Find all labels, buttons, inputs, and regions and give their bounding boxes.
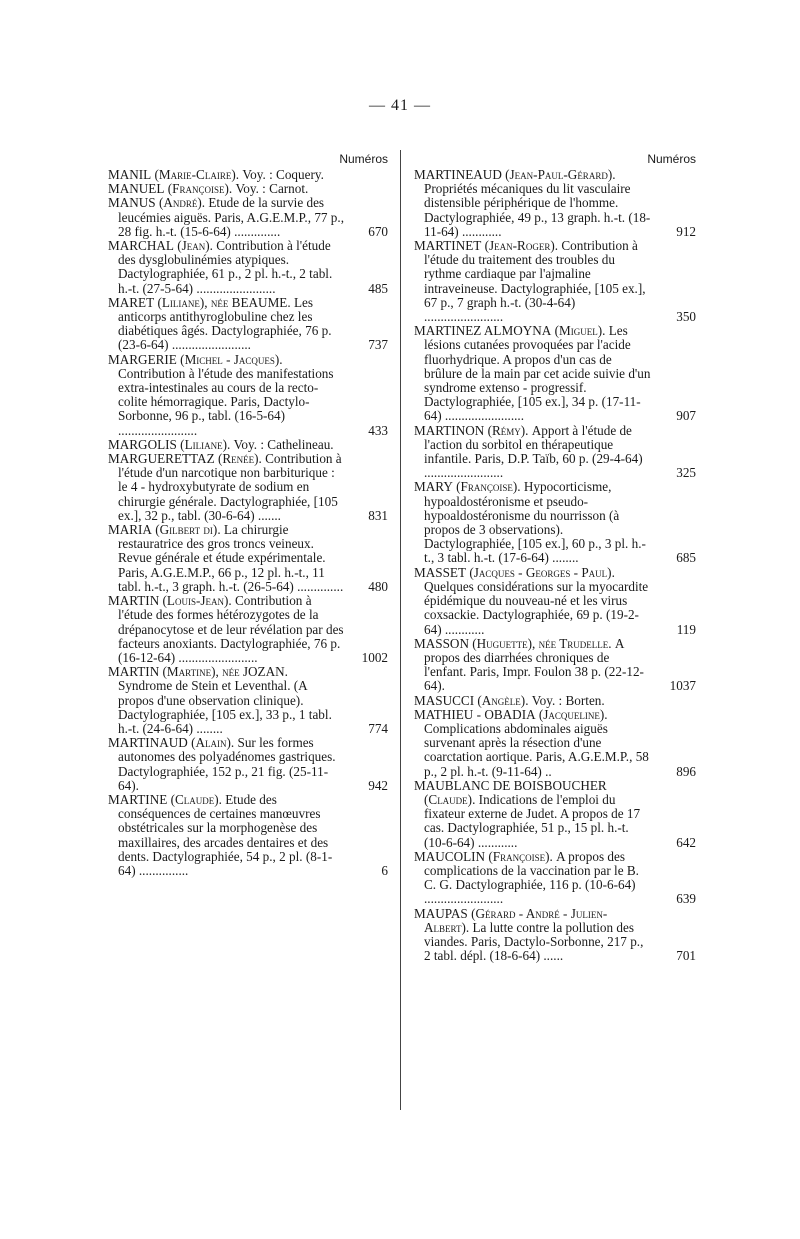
author-surname: MANIL [108,167,152,182]
entry-text: Voy. : Carnot. [235,181,309,197]
entry-text: Complications abdominales aiguës survenant après la résection d'une coarctation aortique. Paris, A.G.E.M.P., 58 p., 2 pl. h.-t. (9-11-64) .. [424,720,649,779]
bibliography-entry [108,452,388,523]
bibliography-entry [414,907,696,964]
bibliography-entry [108,239,388,296]
author-given-name: (Françoise). [164,181,236,197]
author-surname: MATHIEU - OBADIA [414,706,536,722]
author-surname: MARGERIE [108,351,177,367]
bibliography-entry [414,850,696,907]
author-surname: MANUS [108,195,156,211]
bibliography-entry [414,480,696,565]
author-surname: MASSET [414,564,467,580]
author-given-name: (Marie-Claire). [151,167,243,182]
author-surname: MARTINEZ ALMOYNA [414,323,552,339]
author-given-name: (Huguette), née Trudelle. [468,635,615,651]
entry-text: Apport à l'étude de l'action du sorbitol en thérapeutique infantile. Paris, D.P. Taïb, 60 p. (29-4-64) ........................ [424,422,643,481]
entry-number: 350 [676,309,696,325]
entry-text: Indications de l'emploi du fixateur externe de Judet. A propos de 17 cas. Dactylographiée, 51 p., 15 pl. h.-t. (10-6-64) ............ [424,791,641,850]
author-surname: MARTINEAUD [414,167,502,182]
author-given-name: (Renée). [214,451,266,467]
entry-number: 119 [676,621,696,637]
entry-number: 1002 [361,649,388,665]
bibliography-entry [108,182,388,196]
bibliography-entry [414,324,696,423]
author-given-name: (Angèle). [474,692,532,708]
entry-text: Propriétés mécaniques du lit vasculaire distensible périphérique de l'homme. Dactylographiée, 49 p., 13 graph. h.-t. (18-11-64) ............ [424,181,651,239]
entry-text: Etude des conséquences de certaines manœuvres obstétricales sur la morphogenèse des maxillaires, des arcades dentaires et des dents. Dactylographiée, 54 p., 2 pl. (8-1-64) ............... [118,791,333,878]
entry-list [108,168,388,878]
entry-number: 642 [676,834,696,850]
entry-number: 701 [676,948,696,964]
entry-text: Les anticorps antithyroglobuline chez les diabétiques âgés. Dactylographiée, 76 p. (23-6-64) ........................ [118,294,332,353]
author-surname: MARY [414,479,453,495]
bibliography-entry [414,424,696,481]
bibliography-entry [414,708,696,779]
entry-text: Hypocorticisme, hypoaldostéronisme et pseudo-hypoaldostéronisme du nourrisson (à propos de 3 observations). Dactylographiée, [105 ex.], 60 p., 3 pl. h.-t., 3 tabl. h.-t. (17-6-64) ........ [424,479,646,566]
author-surname: MASUCCI [414,692,475,708]
entry-number: 831 [368,507,388,523]
entry-text: Etude de la survie des leucémies aiguës. Paris, A.G.E.M.P., 77 p., 28 fig. h.-t. (15-6-64) .............. [118,195,344,239]
page-number: — 41 — [369,97,431,114]
entry-text: Voy. : Borten. [531,692,605,708]
bibliography-entry [108,594,388,665]
entry-number: 485 [368,280,388,296]
author-given-name: (Jean). [173,238,217,254]
entry-number: 1037 [669,678,696,694]
author-surname: MASSON [414,635,469,651]
author-given-name: (Martine), née JOZAN. [159,664,288,680]
author-surname: MARTIN [108,664,160,680]
author-given-name: (Jacques - Georges - Paul). [466,564,615,580]
author-surname: MARET [108,294,155,310]
author-given-name: (Liliane). [176,436,234,452]
entry-text: A propos des diarrhées chroniques de l'enfant. Paris, Impr. Foulon 38 p. (22-12-64). [424,635,644,694]
entry-text: Les lésions cutanées provoquées par l'acide fluorhydrique. A propos d'un cas de brûlure de la main par cet acide suivie d'un syndrome extenso - progressif. Dactylographiée, [105 ex.], 34 p. (17-11-64) ........................ [424,323,651,424]
bibliography-entry [414,694,696,708]
author-surname: MAUBLANC DE BOISBOUCHER [414,777,607,793]
author-surname: MARTINON [414,422,485,438]
author-given-name: (André). [155,195,209,211]
entry-text: Contribution à l'étude des formes hétérozygotes de la drépanocytose et de leur révélation par des facteurs anoxiants. Dactylographiée, 76 p. (16-12-64) ........................ [118,593,344,665]
author-surname: MAUPAS [414,905,468,921]
bibliography-entry [108,665,388,736]
entry-number: 639 [676,891,696,907]
author-given-name: (Claude). [167,791,226,807]
bibliography-entry [414,637,696,694]
author-given-name: (Françoise). [452,479,524,495]
author-given-name: (Gérard - André - Julien-Albert). [424,905,608,935]
author-given-name: (Rémy). [484,422,532,438]
entry-text: Quelques considérations sur la myocardite épidémique du nouveau-né et les virus coxsackie. Dactylographiée, 69 p. (19-2-64) ............ [424,578,649,637]
author-given-name: (Jean-Roger). [481,238,562,254]
author-given-name: (Alain). [187,735,238,751]
author-given-name: (Gilbert di). [151,522,224,538]
bibliography-entry [108,438,388,452]
entry-number: 907 [676,408,696,424]
entry-number: 912 [676,223,696,239]
author-surname: MARTINE [108,791,168,807]
entry-text: Voy. : Coquery. [242,167,324,182]
column-divider [400,150,401,1110]
entry-number: 480 [368,578,388,594]
entry-number: 685 [676,550,696,566]
entry-number: 433 [368,422,388,438]
entry-number: 737 [368,337,388,353]
bibliography-entry [108,168,388,182]
entry-list [414,168,696,963]
bibliography-entry [414,566,696,637]
bibliography-entry [414,239,696,324]
entry-number: 774 [368,720,388,736]
author-surname: MAUCOLIN [414,848,486,864]
entry-text: La lutte contre la pollution des viandes. Paris, Dactylo-Sorbonne, 217 p., 2 tabl. dépl. (18-6-64) ...... [424,919,644,964]
author-given-name: (Jean-Paul-Gérard). [501,167,616,182]
author-given-name: (Claude). [424,791,479,807]
author-surname: MARGOLIS [108,436,177,452]
author-surname: MARGUERETTAZ [108,451,215,467]
entry-text: Contribution à l'étude des dysglobulinémies atypiques. Dactylographiée, 61 p., 2 pl. h.-t., 2 tabl. h.-t. (27-5-64) ........................ [118,238,333,296]
entry-number: 6 [381,862,388,878]
entry-text: Contribution à l'étude des manifestations extra-intestinales au cours de la recto-colite hémorragique. Paris, Dactylo-Sorbonne, 96 p., tabl. (16-5-64) ........................ [118,365,334,438]
bibliography-entry [108,736,388,793]
bibliography-entry [108,793,388,878]
bibliography-entry [108,196,388,239]
bibliography-entry [108,523,388,594]
entry-number: 896 [676,763,696,779]
author-given-name: (Miguel). [551,323,609,339]
author-given-name: (Françoise). [485,848,557,864]
author-surname: MARTINAUD [108,735,188,751]
author-surname: MANUEL [108,181,165,197]
entry-text: Contribution à l'étude du traitement des troubles du rythme cardiaque par l'ajmaline intraveineuse. Dactylographiée, [105 ex.], 67 p., 7 graph h.-t. (30-4-64) ........................ [424,238,646,325]
author-given-name: (Jacqueline). [535,706,608,722]
author-given-name: (Michel - Jacques). [176,351,283,367]
right-column [414,150,696,963]
bibliography-entry [414,168,696,239]
bibliography-entry [108,353,388,438]
entry-text: La chirurgie restauratrice des gros troncs veineux. Revue générale et étude expérimentale. Paris, A.G.E.M.P., 66 p., 12 pl. h.-t., 11 tabl. h.-t., 3 graph. h.-t. (26-5-64) .............. [118,522,344,594]
bibliography-entry [108,296,388,353]
column-header: Numéros [647,152,696,166]
entry-number: 325 [676,465,696,481]
author-given-name: (Louis-Jean). [159,593,235,609]
entry-text: Voy. : Cathelineau. [233,436,334,452]
entry-text: Sur les formes autonomes des polyadénomes gastriques. Dactylographiée, 152 p., 21 fig. (25-11-64). [118,735,336,793]
entry-text: A propos des complications de la vaccination par le B. C. G. Dactylographiée, 116 p. (10-6-64) ........................ [424,848,639,907]
author-given-name: (Liliane), née BEAUME. [154,294,294,310]
entry-text: Syndrome de Stein et Leventhal. (A propos d'une observation clinique). Dactylographiée, [105 ex.], 33 p., 1 tabl. h.-t. (24-6-64) ........ [118,678,332,736]
column-header: Numéros [339,152,388,166]
author-surname: MARCHAL [108,238,174,254]
entry-number: 942 [368,777,388,793]
author-surname: MARTINET [414,238,482,254]
entry-text: Contribution à l'étude d'un narcotique non barbiturique : le 4 - hydroxybutyrate de sodium en chirurgie générale. Dactylographiée, [105 ex.], 32 p., tabl. (30-6-64) ....... [118,451,342,523]
entry-number: 670 [368,223,388,239]
left-column [108,150,388,878]
author-surname: MARIA [108,522,152,538]
author-surname: MARTIN [108,593,160,609]
bibliography-entry [414,779,696,850]
